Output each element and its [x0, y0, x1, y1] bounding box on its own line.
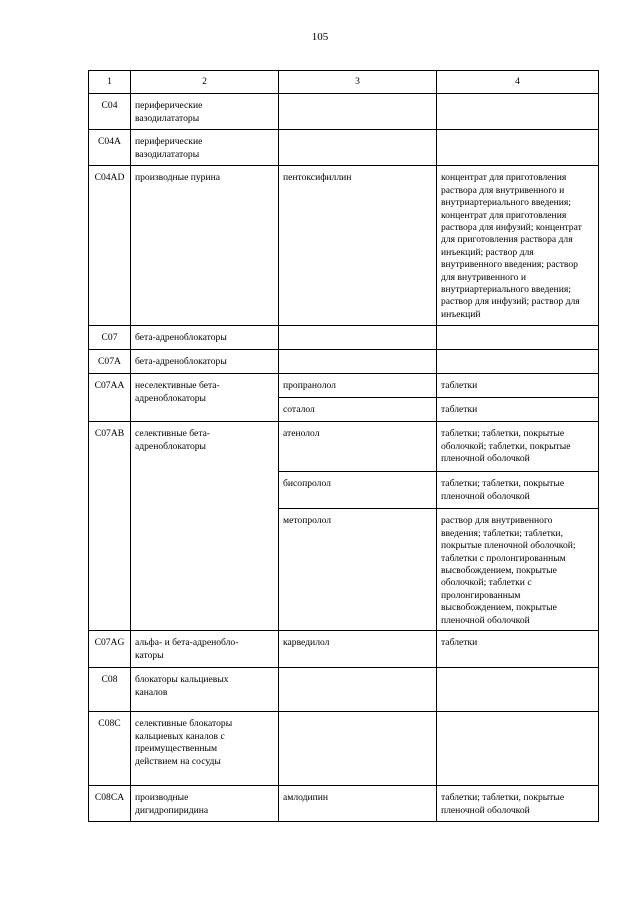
table-row — [89, 712, 599, 786]
group-name: блокаторы кальциевых каналов — [131, 668, 279, 712]
atc-code: C04AD — [89, 166, 131, 326]
atc-code: C07AB — [89, 422, 131, 631]
header-cell: 3 — [279, 71, 437, 94]
table-row — [89, 786, 599, 822]
dosage-form: таблетки — [437, 374, 599, 398]
drug-name — [279, 94, 437, 130]
atc-code: C08C — [89, 712, 131, 786]
dosage-form — [437, 350, 599, 374]
drug-table — [88, 70, 599, 822]
dosage-form — [437, 712, 599, 786]
header-cell: 1 — [89, 71, 131, 94]
atc-code: C08CA — [89, 786, 131, 822]
table-row — [89, 94, 599, 130]
group-name: селективные бета- адреноблокаторы — [131, 422, 279, 631]
dosage-form: таблетки; таблетки, покрытые пленочной оболочкой — [437, 472, 599, 509]
atc-code: C07AG — [89, 631, 131, 668]
group-name: производные дигидропиридина — [131, 786, 279, 822]
table-row — [89, 130, 599, 166]
drug-name: пентоксифиллин — [279, 166, 437, 326]
page-number: 105 — [311, 31, 329, 43]
drug-name: соталол — [279, 398, 437, 422]
drug-name: атенолол — [279, 422, 437, 472]
drug-name — [279, 326, 437, 350]
table-row — [89, 350, 599, 374]
drug-name: амлодипин — [279, 786, 437, 822]
header-cell: 2 — [131, 71, 279, 94]
atc-code: C04 — [89, 94, 131, 130]
drug-name: пропранолол — [279, 374, 437, 398]
dosage-form: таблетки — [437, 398, 599, 422]
group-name: неселективные бета- адреноблокаторы — [131, 374, 279, 422]
dosage-form: концентрат для приготовления раствора для внутривенного и внутриартериального введения; концентрат для приготовления раствора для инфузий; концентрат для приготовления раствора для инъекций; раствор для внутривенного введения; раствор для внутривенного и внутриартериального введения; раствор для инфузий; раствор для инъекций — [437, 166, 599, 326]
drug-name — [279, 350, 437, 374]
drug-name — [279, 130, 437, 166]
dosage-form: раствор для внутривенного введения; таблетки; таблетки, покрытые пленочной оболочкой; таблетки с пролонгированным высвобождением, покрытые оболочкой; таблетки с пролонгированным высвобождением, покрытые пленочной оболочкой — [437, 509, 599, 631]
drug-name: бисопролол — [279, 472, 437, 509]
dosage-form — [437, 130, 599, 166]
dosage-form: таблетки — [437, 631, 599, 668]
header-cell: 4 — [437, 71, 599, 94]
atc-code: C07AA — [89, 374, 131, 422]
dosage-form — [437, 94, 599, 130]
atc-code: C08 — [89, 668, 131, 712]
drug-name: карведилол — [279, 631, 437, 668]
dosage-form: таблетки; таблетки, покрытые пленочной оболочкой — [437, 786, 599, 822]
drug-name — [279, 668, 437, 712]
table-row — [89, 374, 599, 398]
dosage-form — [437, 326, 599, 350]
drug-name: метопролол — [279, 509, 437, 631]
group-name: периферические вазодилататоры — [131, 130, 279, 166]
group-name: альфа- и бета-адренобло- каторы — [131, 631, 279, 668]
table-header-row — [89, 71, 599, 94]
atc-code: C04A — [89, 130, 131, 166]
dosage-form: таблетки; таблетки, покрытые оболочкой; таблетки, покрытые пленочной оболочкой — [437, 422, 599, 472]
group-name: селективные блокаторы кальциевых каналов с преимущественным действием на сосуды — [131, 712, 279, 786]
table-row — [89, 631, 599, 668]
drug-name — [279, 712, 437, 786]
atc-code: C07 — [89, 326, 131, 350]
table-row — [89, 668, 599, 712]
group-name: производные пурина — [131, 166, 279, 326]
table-row — [89, 422, 599, 472]
group-name: бета-адреноблокаторы — [131, 350, 279, 374]
dosage-form — [437, 668, 599, 712]
atc-code: C07A — [89, 350, 131, 374]
table-row — [89, 326, 599, 350]
group-name: периферические вазодилататоры — [131, 94, 279, 130]
table-row — [89, 166, 599, 326]
group-name: бета-адреноблокаторы — [131, 326, 279, 350]
